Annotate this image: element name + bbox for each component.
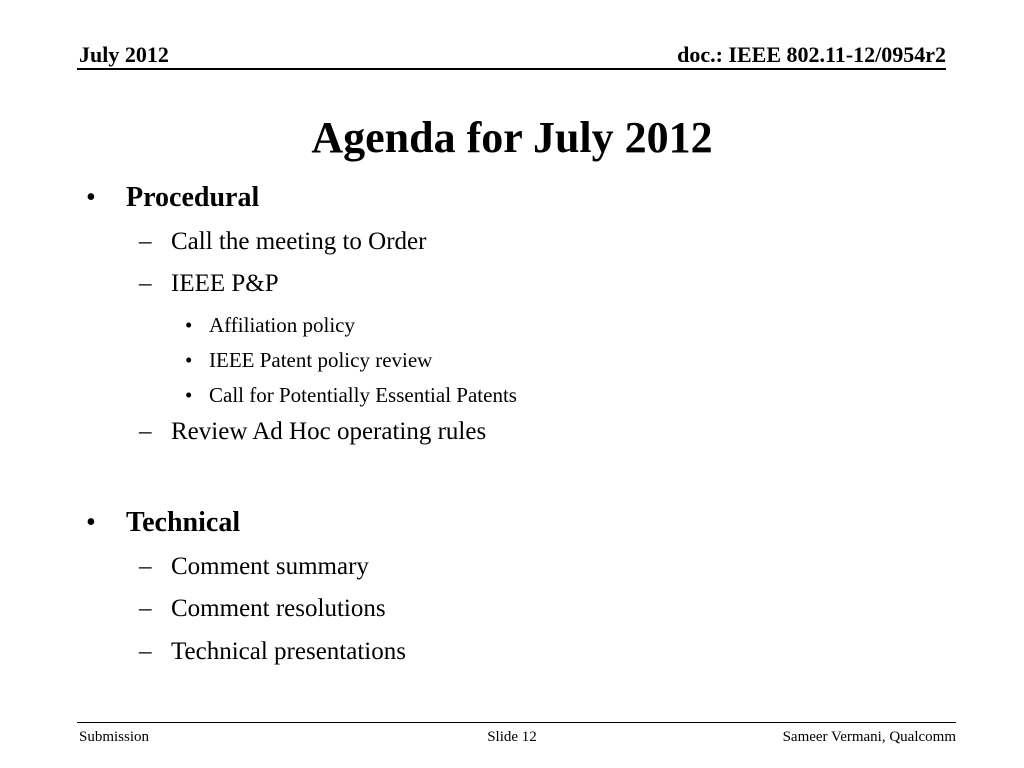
list-item-label: Technical presentations [171,638,406,665]
list-item [139,552,369,582]
list-item-label: Call the meeting to Order [171,228,427,255]
bullet-icon: • [185,348,193,372]
section-heading-label: Technical [126,507,241,538]
footer-divider [77,722,956,723]
list-item-label: Comment summary [171,553,369,580]
list-subitem [185,347,433,373]
footer-slide-number: Slide 12 [487,729,537,745]
list-item [139,269,279,299]
footer-author: Sameer Vermani, Qualcomm [782,729,956,745]
list-subitem-label: IEEE Patent policy review [209,348,433,372]
list-item-label: Review Ad Hoc operating rules [171,418,487,445]
dash-icon: – [139,228,152,255]
list-subitem [185,382,517,408]
list-item [139,637,406,667]
list-subitem [185,312,356,338]
list-item-label: IEEE P&P [171,270,279,297]
dash-icon: – [139,270,152,297]
bullet-icon: • [185,313,193,337]
list-item [139,594,386,624]
header-divider [77,68,946,70]
slide-title: Agenda for July 2012 [311,113,713,162]
bullet-icon: • [86,507,96,538]
list-item-label: Comment resolutions [171,595,386,622]
list-item [139,417,487,447]
bullet-icon: • [185,383,193,407]
header-doc-id: doc.: IEEE 802.11-12/0954r2 [677,42,946,67]
list-subitem-label: Affiliation policy [209,313,356,337]
dash-icon: – [139,418,152,445]
list-item [139,227,427,257]
dash-icon: – [139,553,152,580]
bullet-icon: • [86,182,96,213]
section-heading-procedural [86,182,260,214]
footer-submission: Submission [79,729,150,745]
section-heading-label: Procedural [126,182,260,213]
dash-icon: – [139,595,152,622]
section-heading-technical [86,507,241,539]
dash-icon: – [139,638,152,665]
header-date: July 2012 [79,42,169,67]
list-subitem-label: Call for Potentially Essential Patents [209,383,517,407]
